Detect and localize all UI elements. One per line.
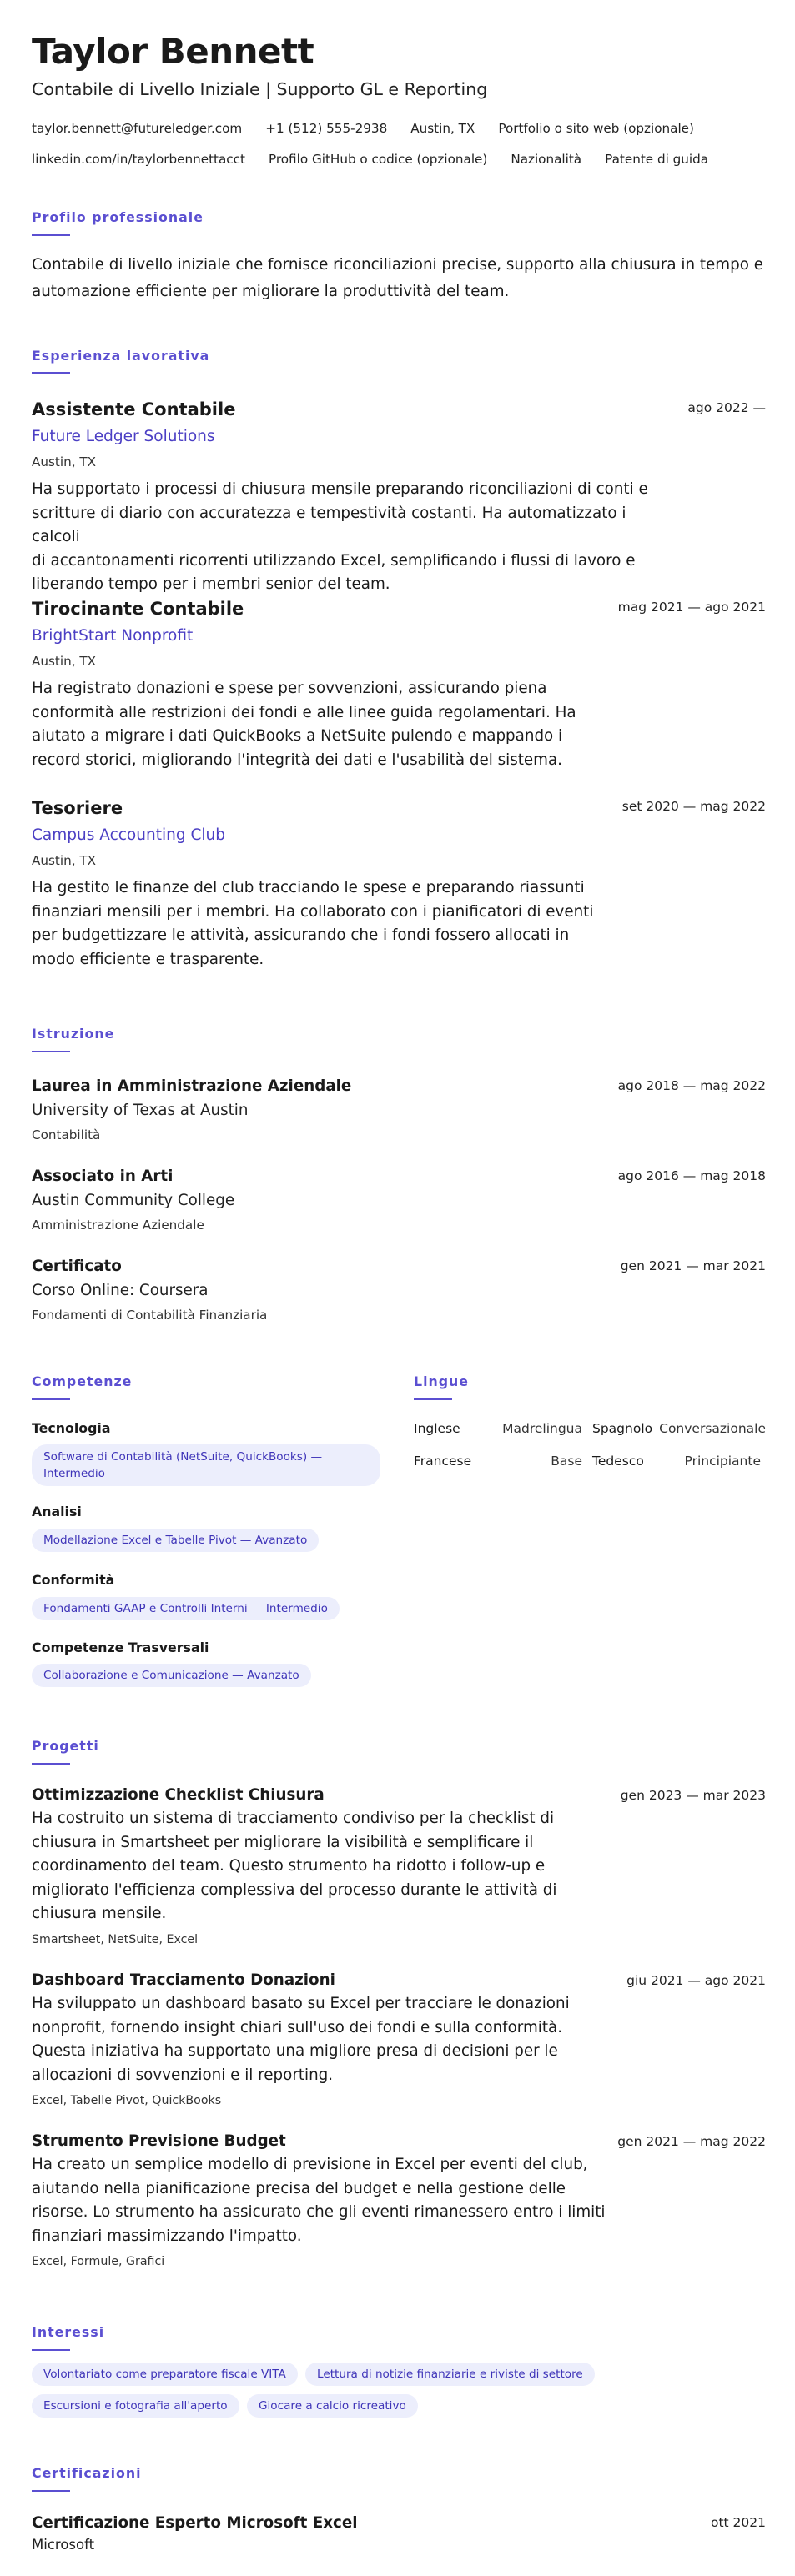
section-title-education: Istruzione [32,1026,115,1042]
section-title-interests: Interessi [32,2324,105,2340]
desc-line: modo efficiente e trasparente. [32,950,264,968]
skill-category: Tecnologia [32,1420,111,1436]
project-tech: Excel, Tabelle Pivot, QuickBooks [32,2094,222,2107]
education-date: ago 2016 — mag 2018 [617,1168,766,1183]
contact-nationality: Nazionalità [511,152,582,167]
desc-line: risorse. Lo strumento ha assicurato che gli eventi rimanessero entro i limiti [32,2203,606,2221]
experience-location: Austin, TX [32,853,97,868]
section-divider [32,1051,70,1052]
section-title-experience: Esperienza lavorativa [32,348,210,364]
experience-company: BrightStart Nonprofit [32,627,194,645]
section-divider [32,234,70,236]
contact-row-secondary [32,150,732,168]
project-date: gen 2021 — mag 2022 [617,2134,766,2149]
education-field: Contabilità [32,1127,101,1142]
experience-company: Future Ledger Solutions [32,428,215,445]
section-title-languages: Lingue [414,1373,469,1389]
contact-github[interactable]: Profilo GitHub o codice (opzionale) [268,152,488,167]
section-divider [32,2349,70,2351]
skill-chip: Collaborazione e Comunicazione — Avanzato [32,1664,311,1687]
experience-date: set 2020 — mag 2022 [621,799,766,814]
contact-portfolio[interactable]: Portfolio o sito web (opzionale) [498,121,694,136]
project-description [32,2153,607,2248]
project-name: Strumento Previsione Budget [32,2132,286,2150]
language-name: Tedesco [592,1454,644,1469]
experience-description [32,876,666,972]
desc-line: di accantonamenti ricorrenti utilizzando Excel, semplificando i flussi di lavoro e [32,551,636,570]
project-tech: Smartsheet, NetSuite, Excel [32,1933,199,1946]
desc-line: coordinamento del team. Questo strumento ha ridotto i follow-up e [32,1857,546,1875]
project-name: Dashboard Tracciamento Donazioni [32,1971,335,1989]
education-date: gen 2021 — mar 2021 [620,1258,766,1273]
project-name: Ottimizzazione Checklist Chiusura [32,1786,325,1804]
experience-description [32,677,666,772]
desc-line: finanziari mensili per i membri. Ha collaborato con i pianificatori di eventi [32,902,594,921]
skill-chip: Fondamenti GAAP e Controlli Interni — Intermedio [32,1597,340,1620]
experience-role: Tesoriere [32,798,123,818]
contact-phone[interactable]: +1 (512) 555-2938 [265,121,388,136]
desc-line: finanziari massimizzando l'impatto. [32,2227,302,2245]
desc-line: Ha costruito un sistema di tracciamento condiviso per la checklist di [32,1810,555,1827]
skill-category: Conformità [32,1572,115,1588]
desc-line: scritture di diario con accuratezza e tempestività costanti. Ha automatizzato i calcoli [32,504,626,545]
section-divider [32,372,70,374]
candidate-name: Taylor Bennett [32,31,314,72]
desc-line: chiusura in Smartsheet per migliorare la visibilità e semplificare il [32,1833,534,1851]
desc-line: migliorato l'efficienza complessiva del processo durante le attività di [32,1881,557,1899]
education-school: University of Texas at Austin [32,1102,249,1119]
experience-role: Tirocinante Contabile [32,599,244,619]
desc-line: chiusura mensile. [32,1905,167,1922]
desc-line: Ha creato un semplice modello di previsione in Excel per eventi del club, [32,2156,588,2173]
section-divider [414,1398,452,1400]
experience-date: mag 2021 — ago 2021 [617,600,766,615]
project-date: gen 2023 — mar 2023 [620,1788,766,1803]
contact-location: Austin, TX [410,121,475,136]
experience-location: Austin, TX [32,654,97,669]
certification-name: Certificazione Esperto Microsoft Excel [32,2514,358,2532]
skill-chip: Modellazione Excel e Tabelle Pivot — Avanzato [32,1529,319,1552]
desc-line: allocazioni di sovvenzioni e il reporting. [32,2066,334,2084]
section-title-certifications: Certificazioni [32,2465,142,2481]
experience-role: Assistente Contabile [32,399,236,419]
desc-line: conformità alle restrizioni dei fondi e alle linee guida regolamentari. Ha [32,703,576,721]
section-divider [32,1398,70,1400]
desc-line: record storici, migliorando l'integrità dei dati e l'usabilità del sistema. [32,751,562,769]
desc-line: Questa iniziativa ha supportato una migliore presa di decisioni per le [32,2042,558,2060]
contact-linkedin[interactable]: linkedin.com/in/taylorbennettacct [32,152,245,167]
candidate-subtitle: Contabile di Livello Iniziale | Supporto GL e Reporting [32,79,488,99]
education-field: Amministrazione Aziendale [32,1218,204,1233]
education-field: Fondamenti di Contabilità Finanziaria [32,1308,268,1323]
interest-chip: Giocare a calcio ricreativo [247,2394,418,2418]
skill-chip: Software di Contabilità (NetSuite, QuickBooks) — Intermedio [32,1444,380,1486]
experience-date: ago 2022 — [687,400,766,415]
language-level: Base [551,1454,582,1469]
project-date: giu 2021 — ago 2021 [626,1973,766,1988]
desc-line: aiutato a migrare i dati QuickBooks a NetSuite pulendo e mappando i [32,727,563,745]
interest-chip: Escursioni e fotografia all'aperto [32,2394,239,2418]
experience-location: Austin, TX [32,454,97,470]
language-level: Conversazionale [659,1421,766,1436]
project-tech: Excel, Formule, Grafici [32,2255,165,2268]
profile-line: automazione efficiente per migliorare la produttività del team. [32,283,510,300]
skill-category: Analisi [32,1504,82,1519]
desc-line: aiutando nella pianificazione precisa del budget e nella gestione delle [32,2179,566,2197]
language-name: Spagnolo [592,1421,653,1436]
desc-line: liberando tempo per i membri senior del team. [32,575,390,593]
section-title-projects: Progetti [32,1738,99,1754]
language-level: Madrelingua [502,1421,582,1436]
desc-line: nonprofit, fornendo insight chiari sull'uso dei fondi e sulla conformità. [32,2018,563,2036]
education-degree: Certificato [32,1258,122,1275]
section-divider [32,1763,70,1765]
contact-driving-license: Patente di guida [605,152,709,167]
desc-line: Ha registrato donazioni e spese per sovvenzioni, assicurando piena [32,680,547,697]
education-school: Austin Community College [32,1192,235,1209]
desc-line: Ha sviluppato un dashboard basato su Excel per tracciare le donazioni [32,1995,570,2012]
contact-email[interactable]: taylor.bennett@futureledger.com [32,121,243,136]
certification-org: Microsoft [32,2537,95,2553]
interest-chip: Volontariato come preparatore fiscale VITA [32,2363,298,2386]
skill-category: Competenze Trasversali [32,1640,209,1655]
language-level: Principiante [684,1454,761,1469]
language-name: Francese [414,1454,472,1469]
interest-chip: Lettura di notizie finanziarie e riviste di settore [305,2363,595,2386]
education-degree: Associato in Arti [32,1167,174,1185]
project-description [32,1807,607,1926]
project-description [32,1992,607,2087]
certification-date: ott 2021 [710,2515,766,2530]
section-divider [32,2490,70,2492]
desc-line: per budgettizzare le attività, assicurando che i fondi fossero allocati in [32,926,570,944]
education-date: ago 2018 — mag 2022 [617,1078,766,1093]
contact-row-primary [32,119,717,138]
experience-company: Campus Accounting Club [32,826,225,844]
desc-line: Ha gestito le finanze del club tracciando le spese e preparando riassunti [32,879,585,896]
desc-line: Ha supportato i processi di chiusura mensile preparando riconciliazioni di conti e [32,480,648,498]
experience-description [32,478,666,597]
education-school: Corso Online: Coursera [32,1282,209,1299]
profile-line: Contabile di livello iniziale che fornisce riconciliazioni precise, supporto alla chiusura in tempo e [32,256,763,274]
section-title-profile: Profilo professionale [32,209,204,225]
education-degree: Laurea in Amministrazione Aziendale [32,1077,352,1095]
section-title-skills: Competenze [32,1373,133,1389]
language-name: Inglese [414,1421,460,1436]
